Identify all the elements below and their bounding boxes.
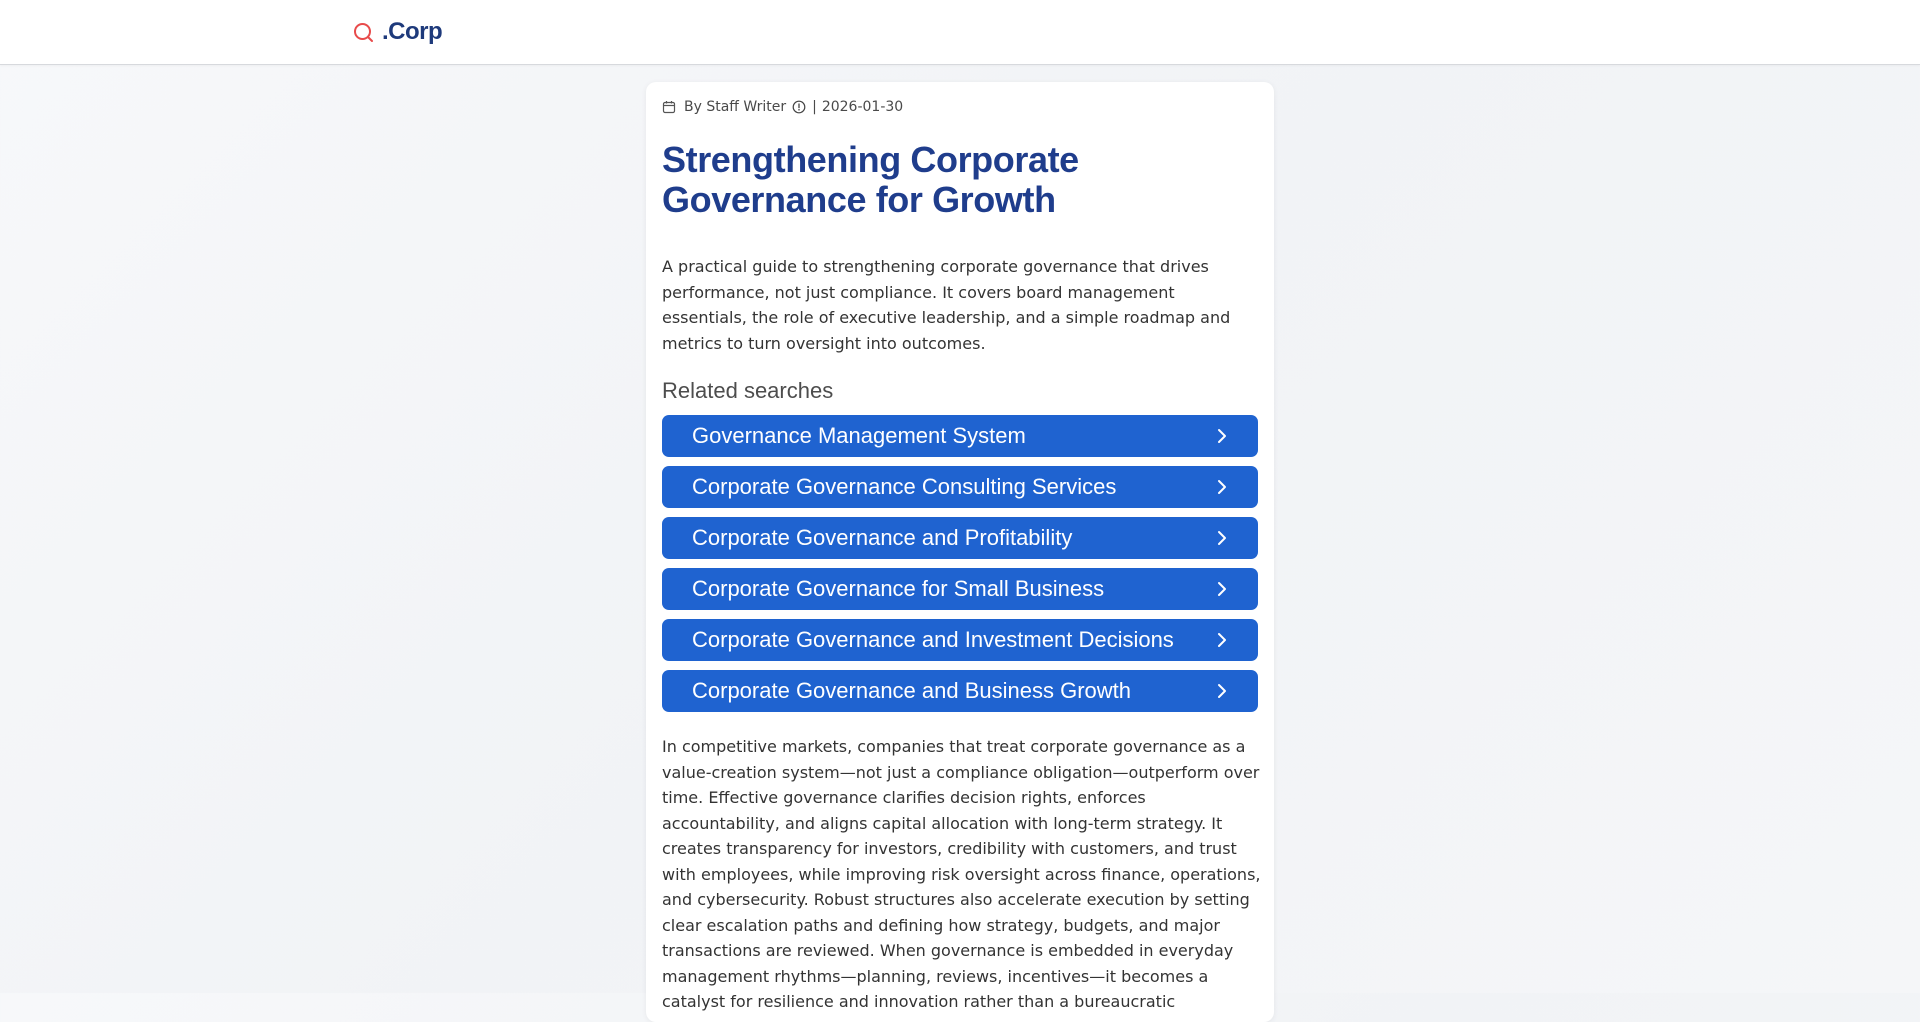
related-search-button[interactable] xyxy=(662,415,1258,457)
related-searches-list xyxy=(662,415,1258,721)
related-search-label: Corporate Governance Consulting Services xyxy=(692,474,1117,499)
chevron-right-icon xyxy=(1214,632,1230,648)
related-search-button[interactable] xyxy=(662,517,1258,559)
top-navigation-bar xyxy=(0,0,1920,65)
search-icon xyxy=(352,20,376,44)
article-body: In competitive markets, companies that treat corporate governance as a value-creation system—not just a compliance obligation—outperform over time. Effective governance clarifies decision rights, enforces accountability, and aligns capital allocation with long-term strategy. It creates transparency for investors, credibility with customers, and trust with employees, while improving risk oversight across finance, operations, and cybersecurity. Robust structures also accelerate execution by setting clear escalation paths and defining how strategy, budgets, and major transactions are reviewed. When governance is embedded in everyday management rhythms—planning, reviews, incentives—it becomes a catalyst for resilience and innovation rather than a bureaucratic xyxy=(662,737,1261,1011)
related-search-label: Corporate Governance for Small Business xyxy=(692,576,1105,601)
logo-text: .Corp xyxy=(382,18,443,45)
meta-separator: | xyxy=(812,99,817,115)
related-search-label: Governance Management System xyxy=(692,423,1026,448)
chevron-right-icon xyxy=(1214,530,1230,546)
article-title: Strengthening Corporate Governance for Growth xyxy=(662,139,1079,220)
article-summary: A practical guide to strengthening corporate governance that drives performance, not just compliance. It covers board management essentials, the role of executive leadership, and a simple roadmap and metrics to turn oversight into outcomes. xyxy=(662,257,1231,353)
publish-date: 2026-01-30 xyxy=(821,99,904,115)
related-search-button[interactable] xyxy=(662,670,1258,712)
article-meta xyxy=(662,96,903,118)
chevron-right-icon xyxy=(1214,479,1230,495)
related-search-label: Corporate Governance and Investment Decisions xyxy=(692,627,1174,652)
chevron-right-icon xyxy=(1214,428,1230,444)
calendar-icon xyxy=(662,100,676,114)
related-search-button[interactable] xyxy=(662,568,1258,610)
related-search-button[interactable] xyxy=(662,619,1258,661)
related-search-label: Corporate Governance and Profitability xyxy=(692,525,1073,550)
related-search-label: Corporate Governance and Business Growth xyxy=(692,678,1132,703)
related-searches-heading: Related searches xyxy=(662,378,834,403)
related-search-button[interactable] xyxy=(662,466,1258,508)
site-logo[interactable] xyxy=(352,16,442,48)
article-card xyxy=(646,82,1274,1022)
chevron-right-icon xyxy=(1214,683,1230,699)
chevron-right-icon xyxy=(1214,581,1230,597)
author-name: By Staff Writer xyxy=(684,99,787,115)
info-icon xyxy=(792,100,806,114)
